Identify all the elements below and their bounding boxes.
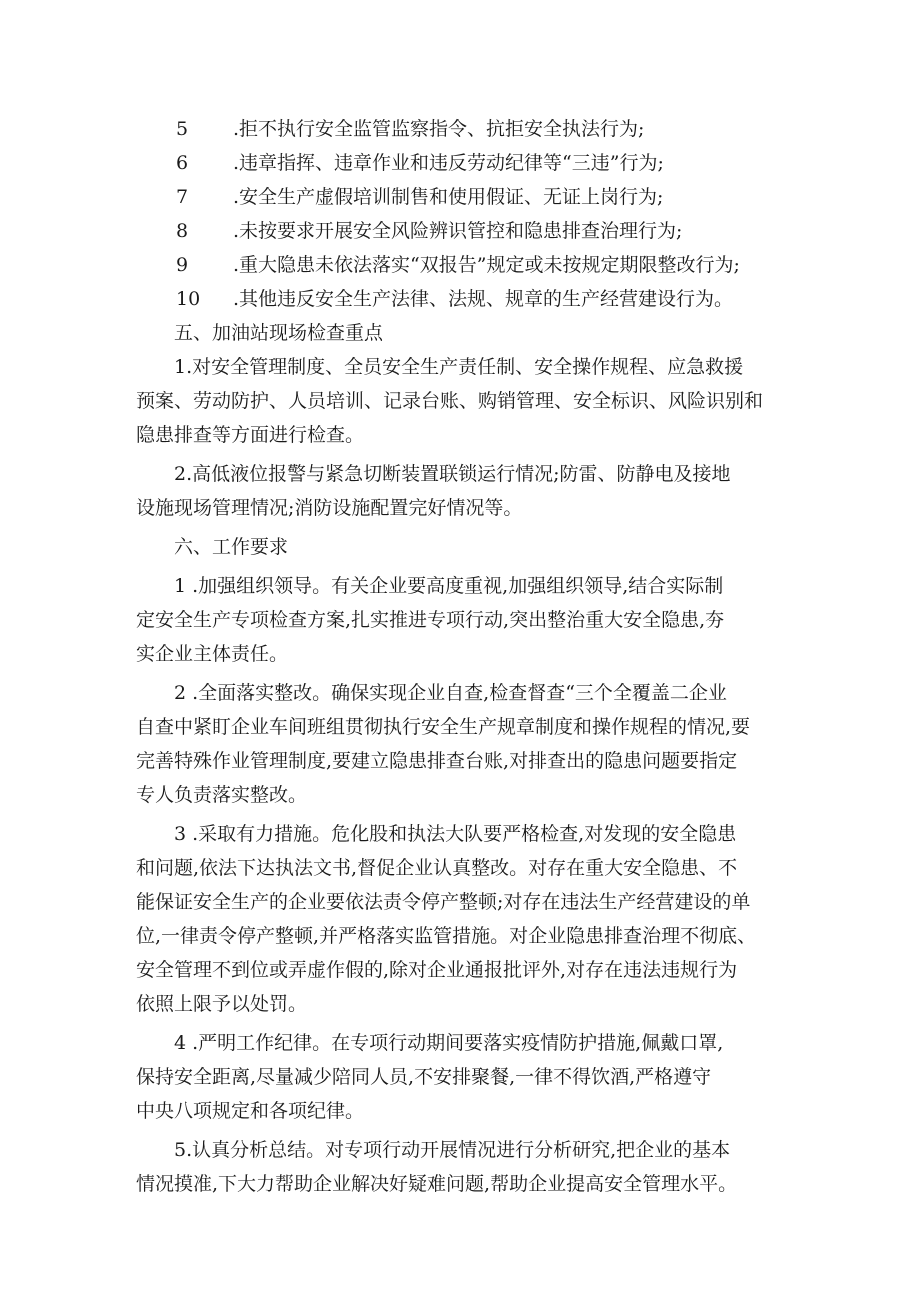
section5-paragraph-2 [136,457,796,525]
list-item [136,248,796,282]
text-line: 实企业主体责任。 [136,643,289,665]
text-line: 1.对安全管理制度、全员安全生产责任制、安全操作规程、应急救援 [174,356,744,378]
text-line: 保持安全距离,尽量减少陪同人员,不安排聚餐,一律不得饮酒,严格遵守 [136,1066,712,1088]
list-item-number: 9 [176,254,189,276]
list-item-number: 7 [176,186,189,208]
section6-paragraph-5 [136,1133,796,1201]
section6-paragraph-2 [136,676,796,812]
list-item-text: .其他违反安全生产法律、法规、规章的生产经营建设行为。 [233,288,734,310]
section6-paragraph-4 [136,1026,796,1128]
text-line: 3 .采取有力措施。危化股和执法大队要严格检查,对发现的安全隐患 [174,823,737,845]
text-line: 2 .全面落实整改。确保实现企业自查,检查督查“三个全覆盖二企业 [174,682,727,704]
section-heading-6: 六、工作要求 [174,536,289,558]
text-line: 5.认真分析总结。对专项行动开展情况进行分析研究,把企业的基本 [174,1139,731,1161]
list-item [136,214,796,248]
text-line: 2.高低液位报警与紧急切断装置联锁运行情况;防雷、防静电及接地 [174,463,731,485]
text-line: 安全管理不到位或弄虚作假的,除对企业通报批评外,对存在违法违规行为 [136,959,738,981]
text-line: 中央八项规定和各项纪律。 [136,1100,365,1122]
list-item [136,282,796,316]
text-line: 预案、劳动防护、人员培训、记录台账、购销管理、安全标识、风险识别和 [136,390,764,412]
list-item-text: .违章指挥、违章作业和违反劳动纪律等“三违”行为; [233,152,664,174]
text-line: 4 .严明工作纪律。在专项行动期间要落实疫情防护措施,佩戴口罩, [174,1032,724,1054]
list-item-number: 6 [176,152,189,174]
list-item-text: .重大隐患未依法落实“双报告”规定或未按规定期限整改行为; [233,254,740,276]
text-line: 位,一律责令停产整顿,并严格落实监管措施。对企业隐患排查治理不彻底、 [136,925,757,947]
list-item-text: .拒不执行安全监管监察指令、抗拒安全执法行为; [233,118,645,140]
text-line: 能保证安全生产的企业要依法责令停产整顿;对存在违法生产经营建设的单 [136,891,751,913]
list-item-text: .未按要求开展安全风险辨识管控和隐患排查治理行为; [233,220,683,242]
list-item [136,180,796,214]
list-item [136,146,796,180]
text-line: 情况摸准,下大力帮助企业解决好疑难问题,帮助企业提高安全管理水平。 [136,1173,738,1195]
text-line: 定安全生产专项检查方案,扎实推进专项行动,突出整治重大安全隐患,夯 [136,609,725,631]
text-line: 1 .加强组织领导。有关企业要高度重视,加强组织领导,结合实际制 [174,575,724,597]
list-item-number: 5 [176,118,189,140]
list-item-number: 10 [176,288,201,310]
text-line: 自查中紧盯企业车间班组贯彻执行安全生产规章制度和操作规程的情况,要 [136,716,751,738]
section6-paragraph-3 [136,817,796,1021]
list-item-number: 8 [176,220,189,242]
text-line: 和问题,依法下达执法文书,督促企业认真整改。对存在重大安全隐患、不 [136,857,738,879]
document-page [136,112,796,1201]
section-heading-5: 五、加油站现场检查重点 [174,322,384,344]
list-item-text: .安全生产虚假培训制售和使用假证、无证上岗行为; [233,186,664,208]
section6-paragraph-1 [136,569,796,671]
text-line: 依照上限予以处罚。 [136,993,308,1015]
list-item [136,112,796,146]
text-line: 设施现场管理情况;消防设施配置完好情况等。 [136,497,523,519]
section5-paragraph-1 [136,350,796,452]
text-line: 隐患排查等方面进行检查。 [136,424,365,446]
violation-list [136,112,796,316]
text-line: 专人负责落实整改。 [136,784,308,806]
text-line: 完善特殊作业管理制度,要建立隐患排查台账,对排查出的隐患问题要指定 [136,750,738,772]
